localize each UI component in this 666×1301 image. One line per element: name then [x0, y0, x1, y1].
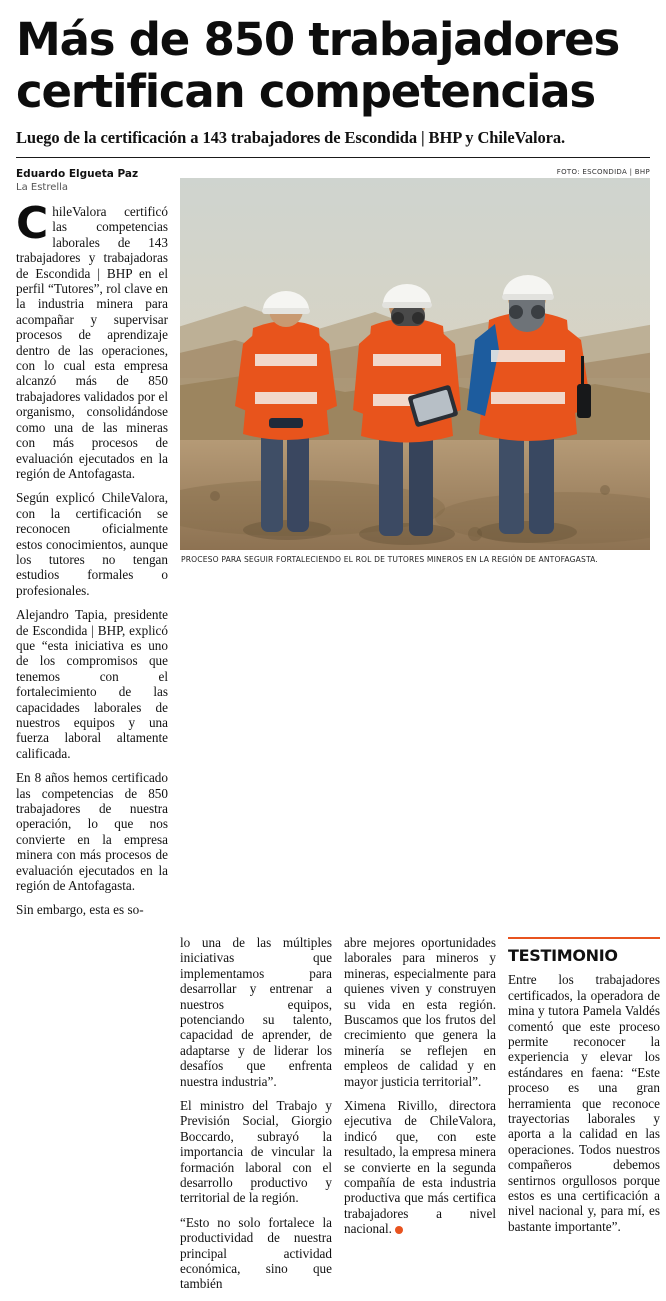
- lede-text: [16, 198, 168, 918]
- testimonio-accent-rule: [508, 937, 660, 939]
- lede-column: [16, 168, 168, 927]
- lede-paragraph-4: En 8 años hemos certificado las competencias de 850 trabajadores de nuestra operación, lo que nos convierte en la empresa minera con más procesos de evaluación ejecutados en la región de Antofagasta.: [16, 770, 168, 894]
- upper-section: [16, 168, 650, 927]
- col2-paragraph-1: lo una de las múltiples iniciativas que implementamos para desarrollar y entrenar a nuestros equipos, potenciando su talento, capacidad de aprender, de adaptarse y de liderar los desafíos que enfrenta nuestra industria”.: [180, 934, 332, 1089]
- col2-paragraph-2: El ministro del Trabajo y Previsión Social, Giorgio Boccardo, subrayó la importancia de vincular la formación laboral con el desarrollo productivo y territorial de la región.: [180, 1097, 332, 1206]
- end-mark-icon: [395, 1226, 403, 1234]
- col2-paragraph-3: “Esto no solo fortalece la productividad de nuestra principal actividad económica, sino que también: [180, 1214, 332, 1292]
- lede-paragraph-2: Según explicó ChileValora, con la certificación se reconocen oficialmente estos conocimientos, aunque los tutores no tengan estudios formales o profesionales.: [16, 490, 168, 598]
- lede-paragraph-1: [16, 198, 168, 481]
- testimonio-title: TESTIMONIO: [508, 945, 618, 965]
- photo-illustration: [180, 178, 650, 550]
- headline-line-1: Más de 850 trabajadores: [16, 13, 620, 66]
- drop-cap: C: [16, 198, 49, 249]
- testimonio-text: Entre los trabajadores certificados, la operadora de mina y tutora Pamela Valdés comentó que este proceso permite reconocer la experiencia y elevar los estándares en faena: “Este proceso es una gran herramienta que reconoce trayectorias laborales y aporta a la calidad en las operaciones. Todos nuestros compañeros debemos sentirnos orgullosos porque estos es una certificación a nivel nacional y, para mí, es bastante importante”.: [508, 972, 660, 1234]
- col3-paragraph-1: abre mejores oportunidades laborales para mineros y mineras, especialmente para quienes viven y construyen su vida en esta región. Buscamos que los frutos del crecimiento que genera la minería se reflejen en empleos de calidad y en mayor justicia territorial”.: [344, 934, 496, 1089]
- lede-paragraph-1-text: hileValora certificó las competencias laborales de 143 trabajadores y trabajadoras de Escondida | BHP en el perfil “Tutores”, rol clave en la industria minera para acompañar y supervisar procesos de aprendizaje dentro de las operaciones, con lo cual esta empresa alcanzó más de 850 trabajadores validados por el organismo, consolidándose como una de las mineras con más procesos de evaluación ejecutados en la región de Antofagasta.: [16, 204, 168, 481]
- testimonio-sidebar: [508, 935, 660, 1301]
- news-photo: [180, 178, 650, 550]
- byline-author: Eduardo Elgueta Paz: [16, 168, 139, 180]
- body-column-3: [344, 935, 496, 1301]
- col3-paragraph-2: [344, 1098, 496, 1237]
- photo-block: [180, 168, 650, 565]
- byline-outlet: La Estrella: [16, 182, 69, 193]
- body-column-1: [16, 935, 168, 1301]
- page-title: [16, 14, 650, 118]
- photo-caption: PROCESO PARA SEGUIR FORTALECIENDO EL ROL DE TUTORES MINEROS EN LA REGIÓN DE ANTOFAGASTA.: [181, 555, 598, 564]
- photo-credit: FOTO: ESCONDIDA | BHP: [556, 168, 650, 176]
- body-columns: [16, 934, 660, 1301]
- headline-line-2: certifican competencias: [16, 65, 595, 118]
- lede-paragraph-5: Sin embargo, esta es so-: [16, 902, 144, 918]
- divider-rule: [16, 157, 650, 158]
- lede-paragraph-3: Alejandro Tapia, presidente de Escondida | BHP, explicó que “esta iniciativa es uno de los compromisos que tenemos con el fortalecimiento de las capacidades laborales de nuestros equipos y una fuerza laboral altamente calificada.: [16, 607, 168, 761]
- body-column-2: [180, 935, 332, 1301]
- subheadline: Luego de la certificación a 143 trabajadores de Escondida | BHP y ChileValora.: [16, 128, 566, 147]
- col3-paragraph-2-text: Ximena Rivillo, directora ejecutiva de ChileValora, indicó que, con este resultado, la empresa minera se convierte en la segunda compañía de esta industria productiva que más certifica trabajadores a nivel nacional.: [344, 1097, 496, 1237]
